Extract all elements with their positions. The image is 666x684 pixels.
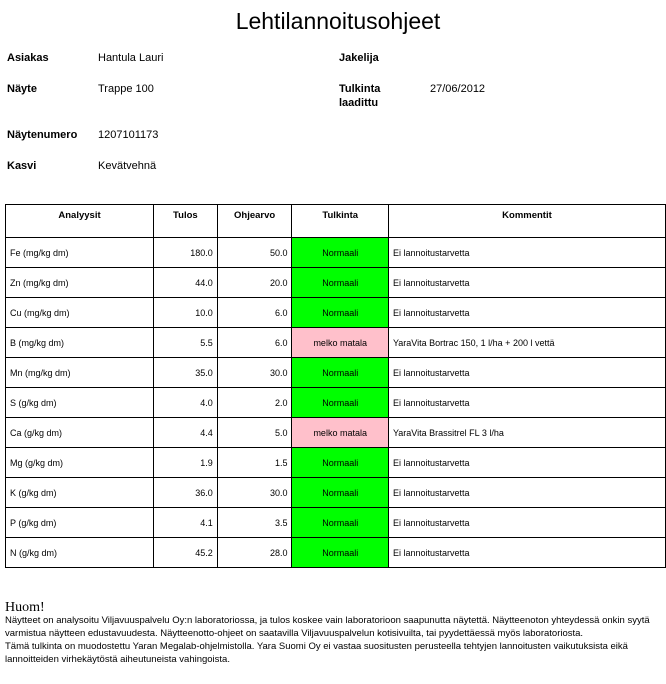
jakelija-label: Jakelija bbox=[339, 52, 379, 64]
cell-ohjearvo: 50.0 bbox=[217, 238, 292, 268]
tulkinta-date: 27/06/2012 bbox=[430, 83, 486, 95]
cell-kommentti: Ei lannoitustarvetta bbox=[388, 298, 665, 328]
cell-analyysi: Mg (g/kg dm) bbox=[6, 448, 154, 478]
cell-ohjearvo: 2.0 bbox=[217, 388, 292, 418]
cell-analyysi: N (g/kg dm) bbox=[6, 538, 154, 568]
cell-ohjearvo: 20.0 bbox=[217, 268, 292, 298]
note-paragraph: Näytteet on analysoitu Viljavuuspalvelu Oy:n laboratoriossa, ja tulos koskee vain laboratorioon saapunutta näytettä. Näytteenoton yhteydessä onkin syytä varmistua näytteen edustavuudesta. Näytteenotto-ohjeet on saatavilla Viljavuuspalvelun kotisivuilta, tai pyydettäessä myös laboratoriosta. bbox=[5, 615, 650, 639]
cell-tulkinta: melko matala bbox=[292, 418, 388, 448]
cell-kommentti: Ei lannoitustarvetta bbox=[388, 238, 665, 268]
cell-tulkinta: melko matala bbox=[292, 328, 388, 358]
results-table bbox=[5, 204, 666, 568]
cell-ohjearvo: 5.0 bbox=[217, 418, 292, 448]
table-row bbox=[6, 268, 666, 298]
cell-tulos: 36.0 bbox=[154, 478, 218, 508]
naytenumero-value: 1207101173 bbox=[98, 129, 159, 141]
header-tulos: Tulos bbox=[154, 205, 218, 238]
cell-kommentti: Ei lannoitustarvetta bbox=[388, 268, 665, 298]
cell-ohjearvo: 28.0 bbox=[217, 538, 292, 568]
cell-tulkinta: Normaali bbox=[292, 448, 388, 478]
header-kommentit: Kommentit bbox=[388, 205, 665, 238]
cell-tulos: 35.0 bbox=[154, 358, 218, 388]
cell-analyysi: Mn (mg/kg dm) bbox=[6, 358, 154, 388]
cell-analyysi: B (mg/kg dm) bbox=[6, 328, 154, 358]
cell-tulkinta: Normaali bbox=[292, 508, 388, 538]
kasvi-value: Kevätvehnä bbox=[98, 160, 157, 172]
cell-ohjearvo: 6.0 bbox=[217, 328, 292, 358]
cell-tulos: 10.0 bbox=[154, 298, 218, 328]
cell-tulos: 5.5 bbox=[154, 328, 218, 358]
cell-ohjearvo: 1.5 bbox=[217, 448, 292, 478]
table-row bbox=[6, 508, 666, 538]
cell-tulos: 180.0 bbox=[154, 238, 218, 268]
nayte-value: Trappe 100 bbox=[98, 83, 154, 95]
note-paragraph: Tämä tulkinta on muodostettu Yaran Megalab-ohjelmistolla. Yara Suomi Oy ei vastaa suositusten perusteella tehtyjen lannoitusten vaikutuksista eikä lannoitteiden virhekäytöstä aiheutuneista vahingoista. bbox=[5, 641, 628, 665]
table-row bbox=[6, 328, 666, 358]
cell-tulkinta: Normaali bbox=[292, 268, 388, 298]
table-row bbox=[6, 388, 666, 418]
cell-ohjearvo: 3.5 bbox=[217, 508, 292, 538]
table-row bbox=[6, 418, 666, 448]
table-row bbox=[6, 298, 666, 328]
cell-kommentti: Ei lannoitustarvetta bbox=[388, 358, 665, 388]
asiakas-label: Asiakas bbox=[7, 52, 49, 64]
table-header-row bbox=[6, 205, 666, 238]
cell-tulkinta: Normaali bbox=[292, 478, 388, 508]
page-title: Lehtilannoitusohjeet bbox=[235, 8, 441, 34]
note-heading: Huom! bbox=[5, 600, 45, 615]
cell-tulkinta: Normaali bbox=[292, 358, 388, 388]
header-tulkinta: Tulkinta bbox=[292, 205, 388, 238]
cell-analyysi: Ca (g/kg dm) bbox=[6, 418, 154, 448]
cell-kommentti: Ei lannoitustarvetta bbox=[388, 478, 665, 508]
cell-ohjearvo: 30.0 bbox=[217, 358, 292, 388]
table-row bbox=[6, 448, 666, 478]
cell-kommentti: Ei lannoitustarvetta bbox=[388, 508, 665, 538]
cell-ohjearvo: 30.0 bbox=[217, 478, 292, 508]
cell-kommentti: YaraVita Bortrac 150, 1 l/ha + 200 l vettä bbox=[388, 328, 665, 358]
cell-tulos: 1.9 bbox=[154, 448, 218, 478]
cell-analyysi: K (g/kg dm) bbox=[6, 478, 154, 508]
cell-tulkinta: Normaali bbox=[292, 538, 388, 568]
cell-kommentti: YaraVita Brassitrel FL 3 l/ha bbox=[388, 418, 665, 448]
cell-tulos: 45.2 bbox=[154, 538, 218, 568]
table-row bbox=[6, 358, 666, 388]
tulkinta-label-line2: laadittu bbox=[339, 97, 379, 109]
table-row bbox=[6, 478, 666, 508]
tulkinta-label-line1: Tulkinta bbox=[339, 83, 381, 95]
cell-kommentti: Ei lannoitustarvetta bbox=[388, 448, 665, 478]
table-row bbox=[6, 538, 666, 568]
cell-tulkinta: Normaali bbox=[292, 388, 388, 418]
cell-analyysi: P (g/kg dm) bbox=[6, 508, 154, 538]
cell-kommentti: Ei lannoitustarvetta bbox=[388, 388, 665, 418]
cell-analyysi: S (g/kg dm) bbox=[6, 388, 154, 418]
note-text bbox=[5, 614, 655, 666]
cell-tulos: 4.0 bbox=[154, 388, 218, 418]
cell-ohjearvo: 6.0 bbox=[217, 298, 292, 328]
kasvi-label: Kasvi bbox=[7, 160, 37, 172]
cell-tulkinta: Normaali bbox=[292, 238, 388, 268]
nayte-label: Näyte bbox=[7, 83, 37, 95]
cell-analyysi: Zn (mg/kg dm) bbox=[6, 268, 154, 298]
cell-analyysi: Fe (mg/kg dm) bbox=[6, 238, 154, 268]
cell-tulos: 4.1 bbox=[154, 508, 218, 538]
table-row bbox=[6, 238, 666, 268]
header-ohjearvo: Ohjearvo bbox=[217, 205, 292, 238]
header-analyysit: Analyysit bbox=[6, 205, 154, 238]
cell-analyysi: Cu (mg/kg dm) bbox=[6, 298, 154, 328]
cell-tulos: 44.0 bbox=[154, 268, 218, 298]
cell-kommentti: Ei lannoitustarvetta bbox=[388, 538, 665, 568]
cell-tulkinta: Normaali bbox=[292, 298, 388, 328]
cell-tulos: 4.4 bbox=[154, 418, 218, 448]
asiakas-value: Hantula Lauri bbox=[98, 52, 164, 64]
naytenumero-label: Näytenumero bbox=[7, 129, 78, 141]
